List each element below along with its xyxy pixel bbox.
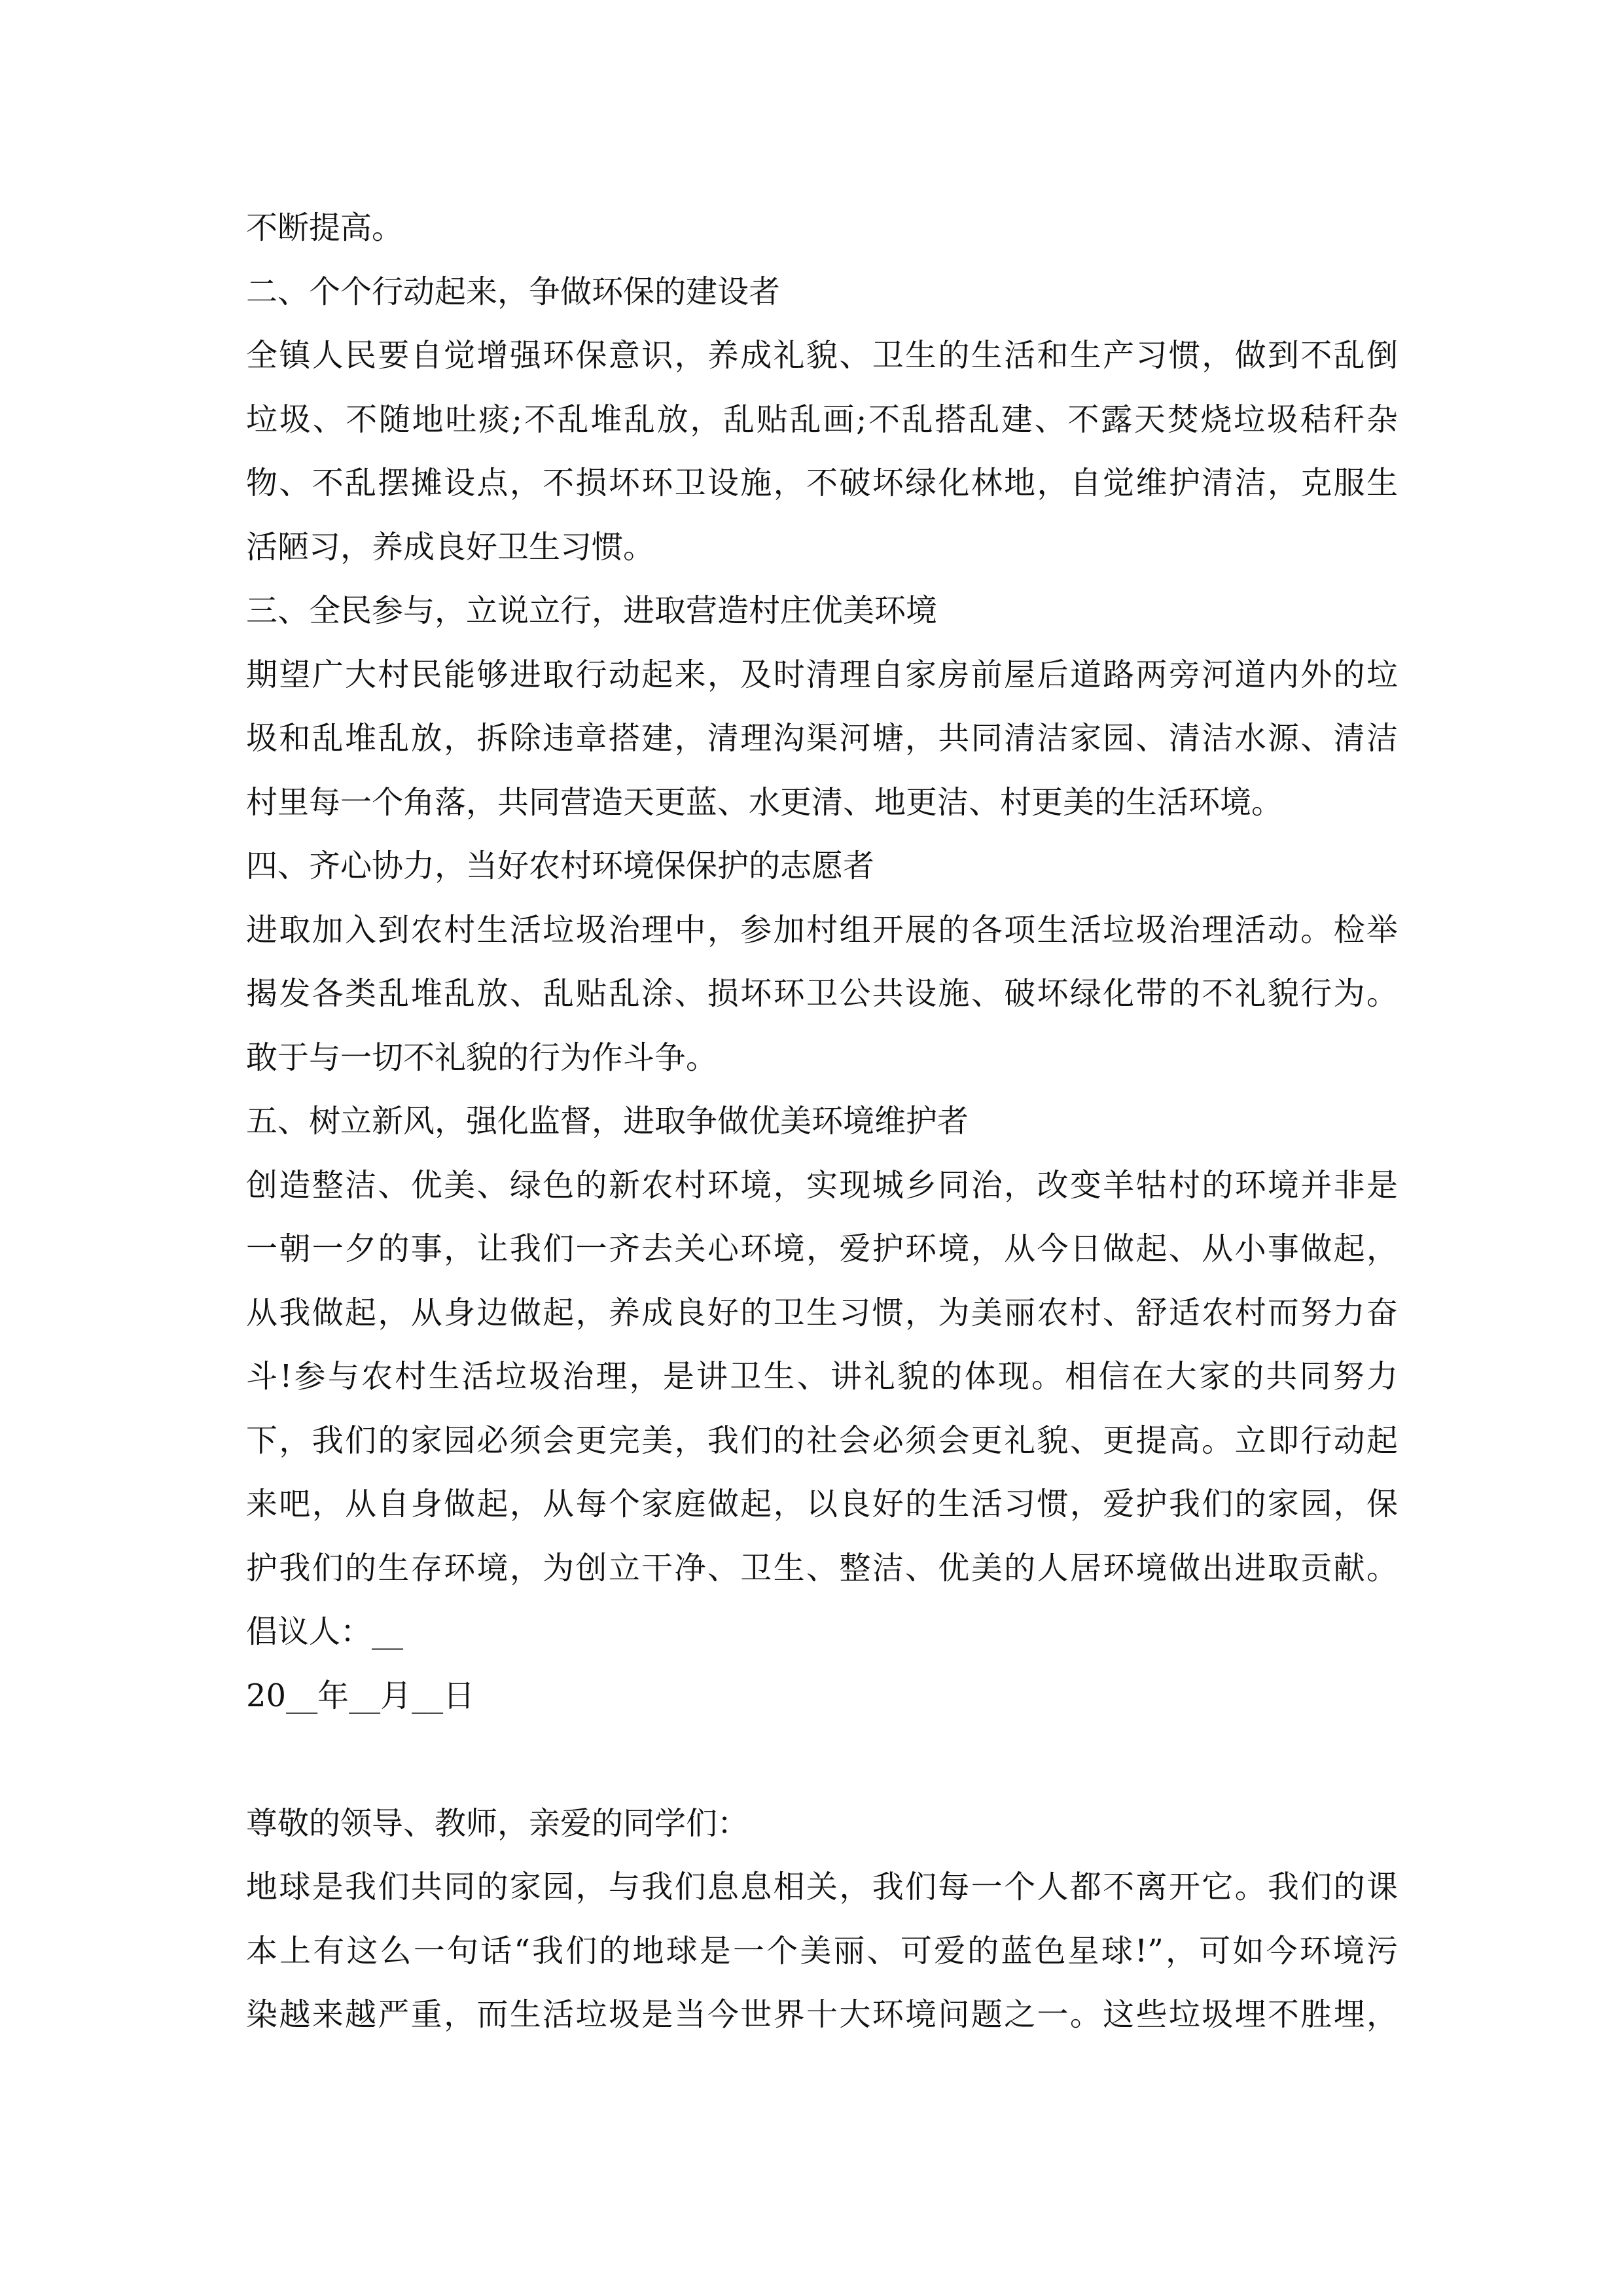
text-line: 期望广大村民能够进取行动起来，及时清理自家房前屋后道路两旁河道内外的垃 [246,656,1398,693]
blank-gap [246,1728,1398,1792]
text-line: 一朝一夕的事，让我们一齐去关心环境，爱护环境，从今日做起、从小事做起， [246,1230,1398,1267]
text-line: 下，我们的家园必须会更完美，我们的社会必须会更礼貌、更提高。立即行动起 [246,1422,1398,1459]
text-line: 活陋习，养成良好卫生习惯。 [246,528,655,565]
text-line: 染越来越严重，而生活垃圾是当今世界十大环境问题之一。这些垃圾埋不胜埋， [246,1996,1398,2033]
text-line: 进取加入到农村生活垃圾治理中，参加村组开展的各项生活垃圾治理活动。检举 [246,911,1398,948]
text-line: 敢于与一切不礼貌的行为作斗争。 [246,1039,718,1076]
text-line: 护我们的生存环境，为创立干净、卫生、整洁、优美的人居环境做出进取贡献。 [246,1549,1398,1587]
salutation: 尊敬的领导、教师，亲爱的同学们： [246,1804,749,1842]
text-line: 本上有这么一句话“我们的地球是一个美丽、可爱的蓝色星球!”，可如今环境污 [246,1932,1398,1969]
section-heading: 三、全民参与，立说立行，进取营造村庄优美环境 [246,592,938,629]
text-line: 垃圾、不随地吐痰;不乱堆乱放，乱贴乱画;不乱搭乱建、不露天焚烧垃圾秸秆杂 [246,401,1398,438]
text-line: 不断提高。 [246,209,404,246]
text-line: 地球是我们共同的家园，与我们息息相关，我们每一个人都不离开它。我们的课 [246,1869,1398,1905]
date-line: 20__年__月__日 [246,1677,475,1714]
text-line: 揭发各类乱堆乱放、乱贴乱涂、损坏环卫公共设施、破坏绿化带的不礼貌行为。 [246,975,1398,1012]
section-heading: 二、个个行动起来，争做环保的建设者 [246,273,781,310]
document-body [246,196,1398,2047]
text-line: 圾和乱堆乱放，拆除违章搭建，清理沟渠河塘，共同清洁家园、清洁水源、清洁 [246,720,1398,757]
section-heading: 四、齐心协力，当好农村环境保保护的志愿者 [246,848,875,884]
text-line: 物、不乱摆摊设点，不损坏环卫设施，不破坏绿化林地，自觉维护清洁，克服生 [246,465,1398,501]
section-heading: 五、树立新风，强化监督，进取争做优美环境维护者 [246,1103,969,1139]
text-line: 斗!参与农村生活垃圾治理，是讲卫生、讲礼貌的体现。相信在大家的共同努力 [246,1358,1398,1395]
signature-line: 倡议人：__ [246,1613,404,1650]
text-line: 全镇人民要自觉增强环保意识，养成礼貌、卫生的生活和生产习惯，做到不乱倒 [246,337,1398,374]
text-line: 来吧，从自身做起，从每个家庭做起，以良好的生活习惯，爱护我们的家园，保 [246,1486,1398,1522]
text-line: 村里每一个角落，共同营造天更蓝、水更清、地更洁、村更美的生活环境。 [246,783,1283,821]
text-line: 从我做起，从身边做起，养成良好的卫生习惯，为美丽农村、舒适农村而努力奋 [246,1294,1398,1331]
text-line: 创造整洁、优美、绿色的新农村环境，实现城乡同治，改变羊牯村的环境并非是 [246,1166,1398,1204]
